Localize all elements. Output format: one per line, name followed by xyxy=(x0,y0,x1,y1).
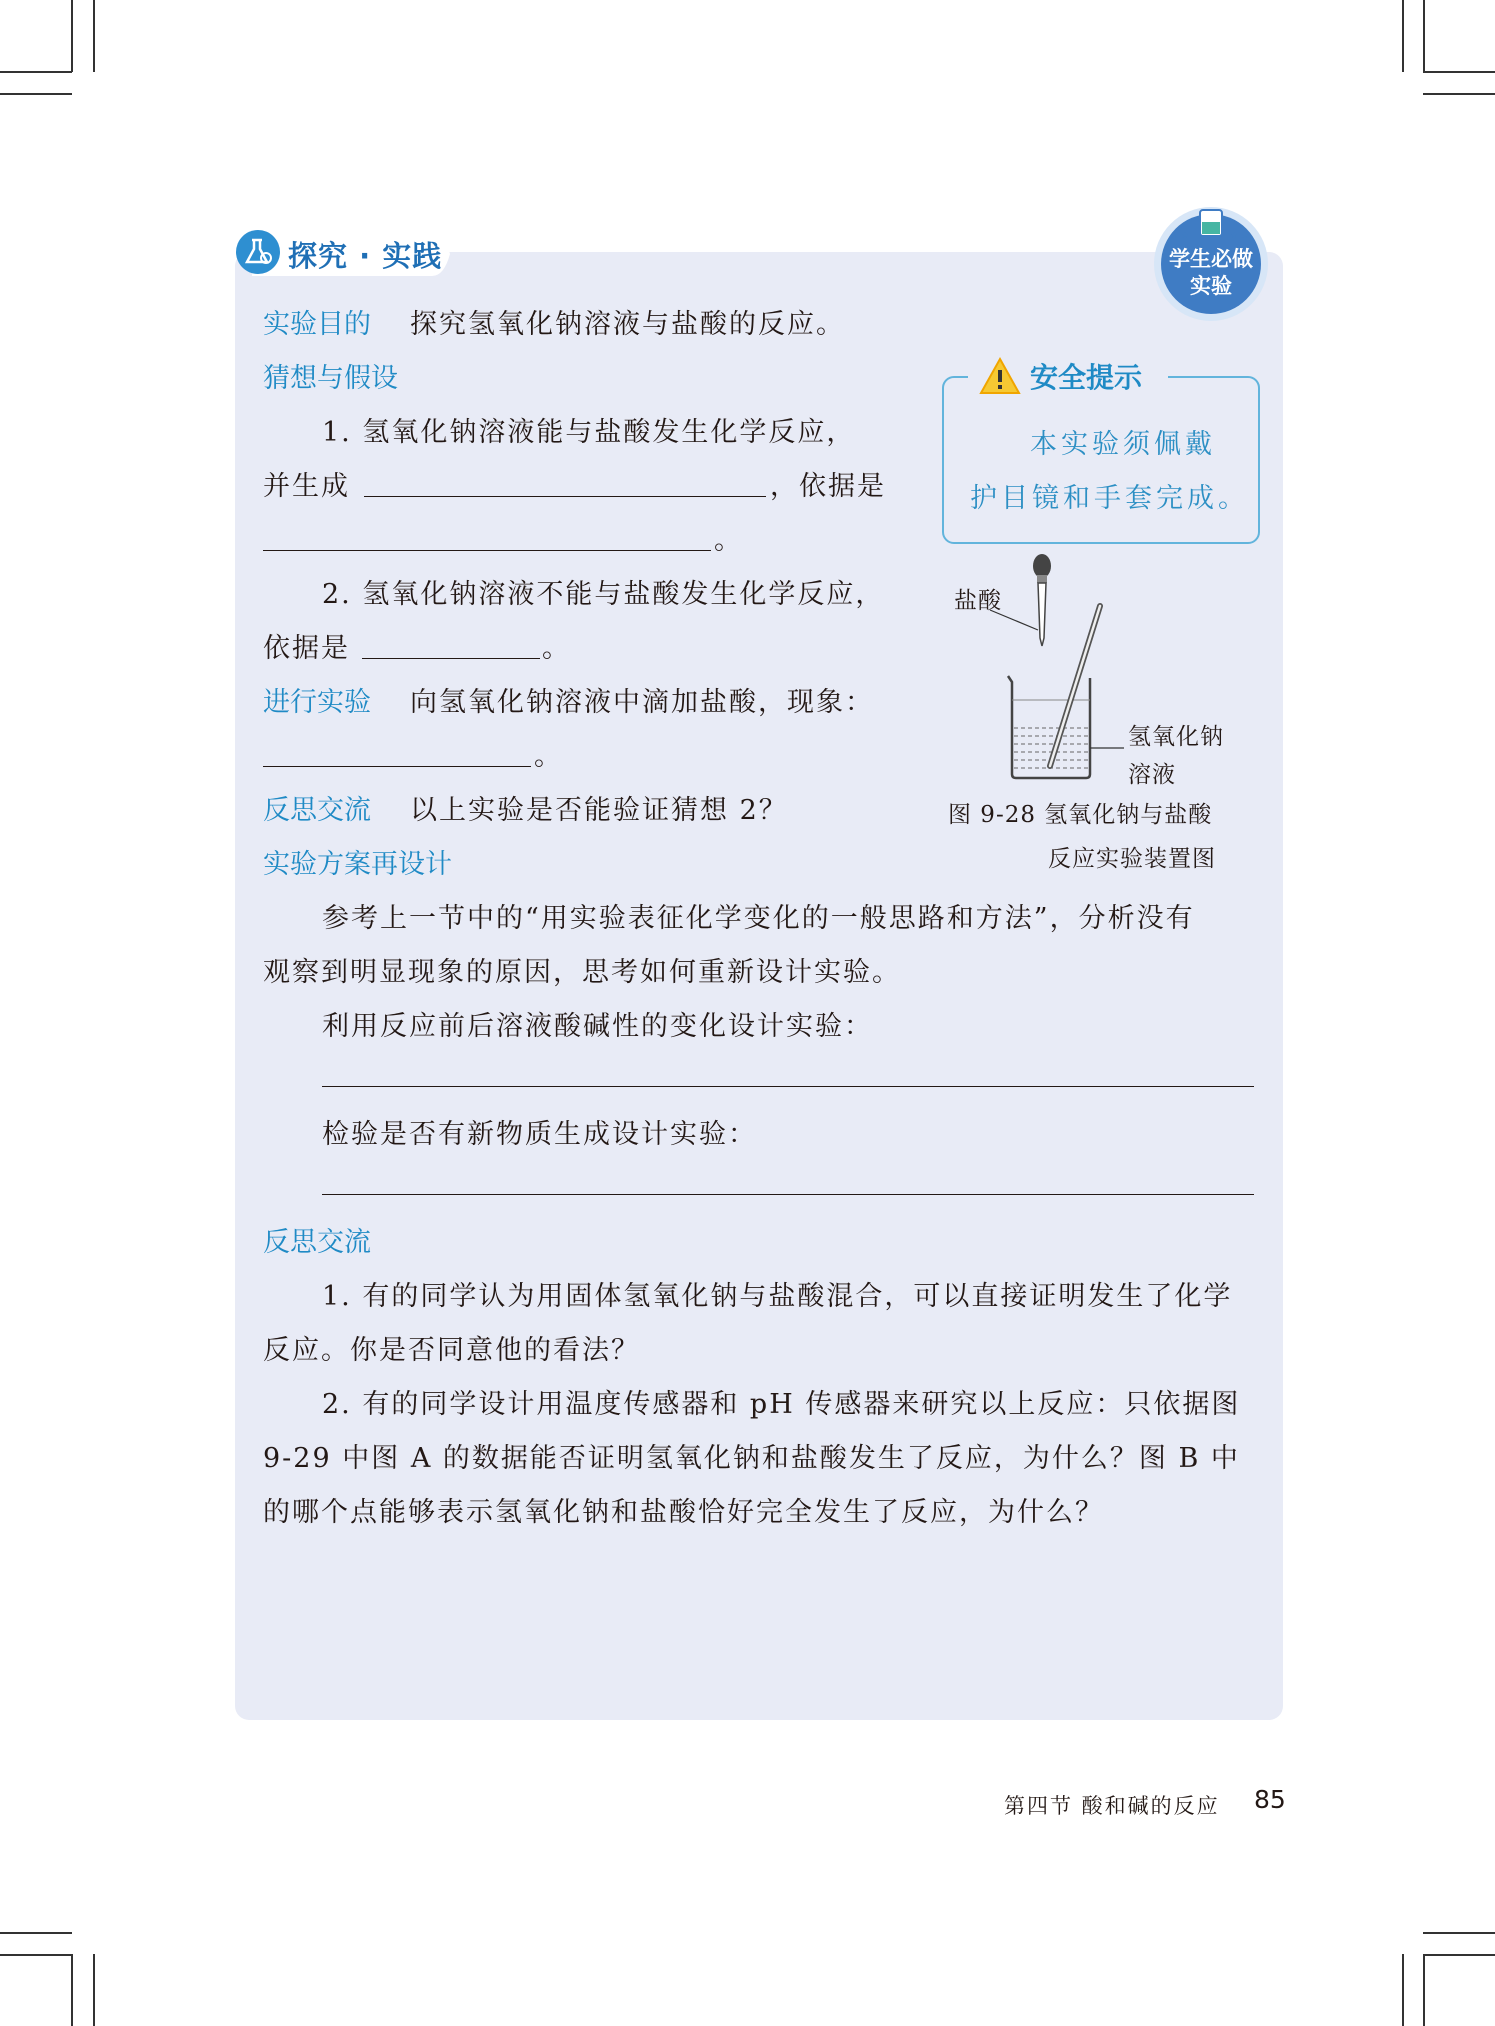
label-hydrochloric-acid: 盐酸 xyxy=(954,588,1002,614)
crop-mark xyxy=(0,1954,72,1956)
answer-blank[interactable] xyxy=(263,766,531,767)
crop-mark xyxy=(71,0,73,72)
reflection2-heading: 反思交流 xyxy=(263,1227,371,1258)
crop-mark xyxy=(0,1932,72,1934)
reflection-text: 以上实验是否能验证猜想 2？ xyxy=(410,795,788,826)
redesign-para-line2: 观察到明显现象的原因，思考如何重新设计实验。 xyxy=(263,957,901,988)
label-solution-line2: 溶液 xyxy=(1128,762,1176,788)
purpose-heading: 实验目的 xyxy=(263,309,371,340)
figure-caption-line1: 图 9-28 氢氧化钠与盐酸 xyxy=(948,802,1213,828)
crop-mark xyxy=(1423,0,1425,72)
answer-blank[interactable] xyxy=(322,1086,1254,1087)
hypothesis-1-line1: 1. 氢氧化钠溶液能与盐酸发生化学反应， xyxy=(322,417,856,448)
answer-blank[interactable] xyxy=(263,550,711,551)
redesign-prompt-1: 利用反应前后溶液酸碱性的变化设计实验： xyxy=(322,1011,873,1042)
reflection-heading: 反思交流 xyxy=(263,795,371,826)
crop-mark xyxy=(93,0,95,72)
hypothesis-heading: 猜想与假设 xyxy=(263,363,398,394)
crop-mark xyxy=(1423,93,1495,95)
flask-icon xyxy=(236,230,280,274)
section-title: 探究 · 实践 xyxy=(288,239,443,273)
answer-blank[interactable] xyxy=(322,1194,1254,1195)
safety-line-2: 护目镜和手套完成。 xyxy=(970,483,1249,514)
safety-title: 安全提示 xyxy=(1030,361,1143,394)
redesign-heading: 实验方案再设计 xyxy=(263,849,452,880)
question-2-line2: 9-29 中图 A 的数据能否证明氢氧化钠和盐酸发生了反应，为什么？图 B 中 xyxy=(263,1443,1240,1474)
question-2-line1: 2. 有的同学设计用温度传感器和 pH 传感器来研究以上反应：只依据图 xyxy=(322,1389,1241,1420)
crop-mark xyxy=(1402,1954,1404,2026)
answer-blank[interactable] xyxy=(364,496,766,497)
redesign-para-line1: 参考上一节中的“用实验表征化学变化的一般思路和方法”，分析没有 xyxy=(322,903,1195,934)
answer-blank[interactable] xyxy=(362,658,540,659)
crop-mark xyxy=(1423,71,1495,73)
question-2-line3: 的哪个点能够表示氢氧化钠和盐酸恰好完全发生了反应，为什么？ xyxy=(263,1497,1104,1528)
page-number: 85 xyxy=(1254,1785,1286,1814)
hypothesis-1-end: 。 xyxy=(714,525,743,556)
purpose-text: 探究氢氧化钠溶液与盐酸的反应。 xyxy=(410,309,845,340)
label-solution-line1: 氢氧化钠 xyxy=(1128,724,1224,750)
svg-text:★ ★: ★ ★ xyxy=(1170,231,1189,241)
hypothesis-1-line2a: 并生成 xyxy=(263,471,350,502)
figure-caption-line2: 反应实验装置图 xyxy=(1048,846,1216,872)
experiment-text: 向氢氧化钠溶液中滴加盐酸，现象： xyxy=(410,687,874,718)
safety-line-1: 本实验须佩戴 xyxy=(1030,429,1216,460)
crop-mark xyxy=(1423,1932,1495,1934)
hypothesis-2-line2a: 依据是 xyxy=(263,633,350,664)
crop-mark xyxy=(1423,1954,1495,1956)
running-footer: 第四节 酸和碱的反应 xyxy=(1004,1794,1220,1818)
experiment-heading: 进行实验 xyxy=(263,687,371,718)
hypothesis-1-line2b: ，依据是 xyxy=(770,471,886,502)
svg-text:★ ★: ★ ★ xyxy=(1230,231,1249,241)
badge-line-2: 实验 xyxy=(1190,274,1232,298)
experiment-end: 。 xyxy=(534,741,563,772)
warning-icon xyxy=(978,356,1022,396)
hypothesis-2-end: 。 xyxy=(542,633,571,664)
crop-mark xyxy=(93,1954,95,2026)
crop-mark xyxy=(0,71,72,73)
crop-mark xyxy=(0,93,72,95)
crop-mark xyxy=(1402,0,1404,72)
badge-label xyxy=(1148,246,1274,300)
hypothesis-2-line1: 2. 氢氧化钠溶液不能与盐酸发生化学反应， xyxy=(322,579,885,610)
question-1-line2: 反应。你是否同意他的看法？ xyxy=(263,1335,640,1366)
crop-mark xyxy=(71,1954,73,2026)
crop-mark xyxy=(1423,1954,1425,2026)
badge-line-1: 学生必做 xyxy=(1169,247,1253,271)
question-1-line1: 1. 有的同学认为用固体氢氧化钠与盐酸混合，可以直接证明发生了化学 xyxy=(322,1281,1233,1312)
redesign-prompt-2: 检验是否有新物质生成设计实验： xyxy=(322,1119,757,1150)
